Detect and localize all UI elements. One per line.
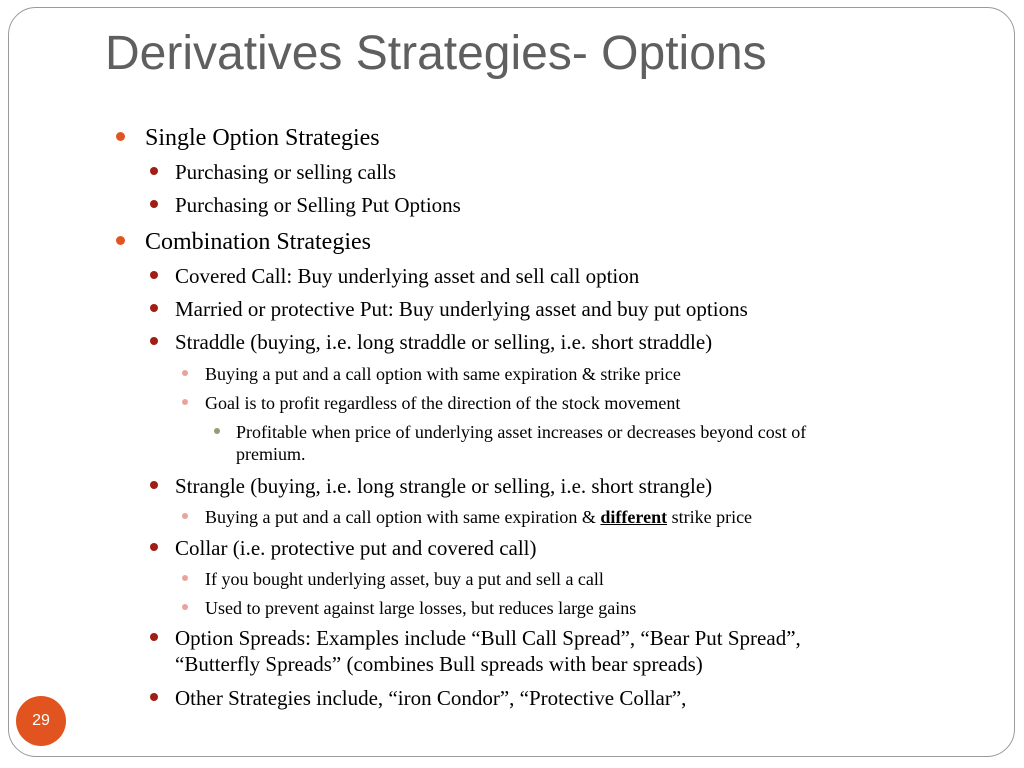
bullet-dot-icon [150, 633, 158, 641]
bullet-other-strategies [175, 685, 686, 711]
bullet-text-line-1: Option Spreads: Examples include “Bull Call Spread”, “Bear Put Spread”, [175, 626, 801, 650]
bullet-dot-icon [182, 513, 188, 519]
bullet-dot-icon [150, 543, 158, 551]
bullet-text: Used to prevent against large losses, but reduces large gains [205, 598, 637, 618]
bullet-collar [175, 535, 537, 561]
bullet-dot-icon [182, 399, 188, 405]
bullet-text: Covered Call: Buy underlying asset and sell call option [175, 264, 640, 288]
bullet-text-line-1: Profitable when price of underlying asset increases or decreases beyond cost of [236, 422, 807, 442]
bullet-text-line-2: premium. [236, 444, 306, 464]
bullet-combination-strategies [145, 228, 371, 256]
bullet-text: Combination Strategies [145, 229, 371, 255]
bullet-dot-icon [182, 370, 188, 376]
bullet-text: Single Option Strategies [145, 125, 380, 151]
bullet-text: Buying a put and a call option with same expiration & [205, 507, 601, 527]
bullet-dot-icon [150, 271, 158, 279]
bullet-strangle-definition [205, 506, 752, 528]
bullet-dot-icon [150, 200, 158, 208]
bullet-dot-icon [116, 132, 125, 141]
bullet-text: Married or protective Put: Buy underlying asset and buy put options [175, 297, 748, 321]
bullet-single-option-strategies [145, 124, 380, 152]
bullet-straddle [175, 329, 712, 355]
bullet-married-put [175, 296, 748, 322]
bullet-option-spreads [175, 625, 801, 677]
bullet-text: Purchasing or selling calls [175, 160, 397, 184]
slide-title: Derivatives Strategies- Options [105, 27, 767, 80]
bullet-dot-icon [214, 428, 220, 434]
bullet-dot-icon [150, 337, 158, 345]
bullet-text: Strangle (buying, i.e. long strangle or selling, i.e. short strangle) [175, 474, 713, 498]
bullet-text: Straddle (buying, i.e. long straddle or selling, i.e. short straddle) [175, 330, 713, 354]
bullet-text: If you bought underlying asset, buy a put and sell a call [205, 569, 604, 589]
bullet-covered-call [175, 263, 639, 289]
bullet-collar-definition [205, 568, 604, 590]
bullet-dot-icon [116, 236, 125, 245]
bullet-text: Goal is to profit regardless of the direction of the stock movement [205, 393, 681, 413]
bullet-text-tail: strike price [667, 507, 753, 527]
bullet-dot-icon [182, 575, 188, 581]
bullet-dot-icon [150, 481, 158, 489]
bullet-straddle-goal [205, 392, 680, 414]
bullet-text: Purchasing or Selling Put Options [175, 193, 461, 217]
bullet-dot-icon [150, 693, 158, 701]
bullet-dot-icon [150, 304, 158, 312]
bullet-text-line-2: “Butterfly Spreads” (combines Bull spreads with bear spreads) [175, 652, 703, 676]
bullet-purchasing-selling-puts [175, 192, 461, 218]
page-number-badge: 29 [16, 696, 66, 746]
bullet-strangle [175, 473, 712, 499]
bullet-text: Other Strategies include, “iron Condor”, “Protective Collar”, [175, 686, 687, 710]
bullet-purchasing-selling-calls [175, 159, 396, 185]
bullet-dot-icon [182, 604, 188, 610]
bullet-straddle-profitable [236, 421, 806, 465]
bullet-dot-icon [150, 167, 158, 175]
bullet-straddle-definition [205, 363, 681, 385]
emphasis-different: different [600, 507, 668, 527]
bullet-collar-use [205, 597, 636, 619]
bullet-text: Collar (i.e. protective put and covered call) [175, 536, 537, 560]
bullet-text: Buying a put and a call option with same expiration & strike price [205, 364, 681, 384]
